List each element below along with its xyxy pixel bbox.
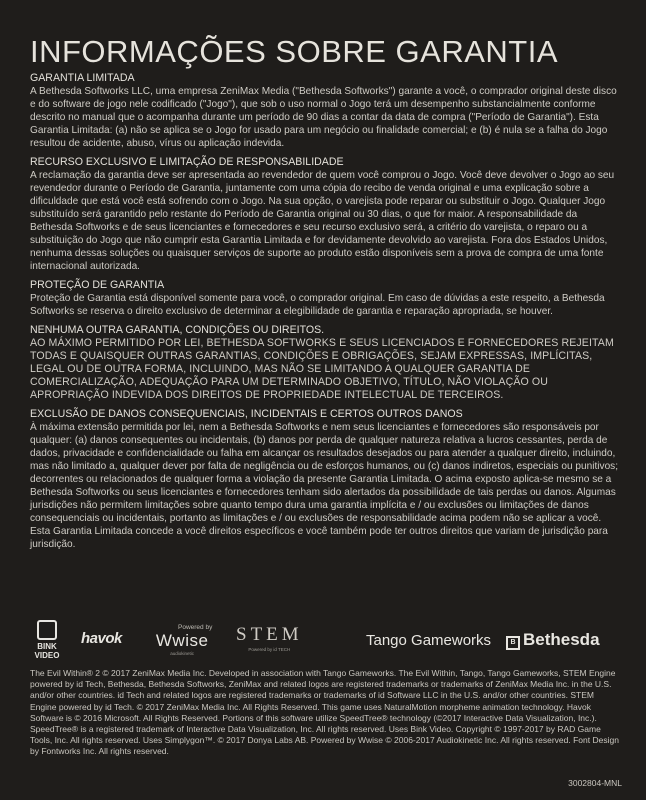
wwise-logo	[152, 624, 212, 656]
section-heading: NENHUMA OUTRA GARANTIA, CONDIÇÕES OU DIREITOS.	[30, 324, 325, 336]
legal-text: The Evil Within® 2 © 2017 ZeniMax Media Inc. Developed in association with Tango Gameworks. The Evil Within, Tango, Tango Gameworks, STEM Engine powered by id Tech, Bethesda, Bethesda Softworks, ZeniMax and related logos are registered trademarks or trademarks of ZeniMax Media Inc. in the U.S. and/or other countries. id Tech and related logos are registered trademarks or trademarks of id Software LLC in the U.S. and/or other countries. STEM Engine powered by id Tech. © 2017 ZeniMax Media Inc. All Rights Reserved. This game uses NaturalMotion morpheme animation technology. Havok Software is © 2016 Microsoft. All Rights Reserved. Portions of this software utilize SpeedTree® technology (©2017 Interactive Data Visualization, Inc.). SpeedTree® is a registered trademark of Interactive Data Visualization, Inc. All rights reserved. Uses Bink Video. Copyright © 1997-2017 by RAD Game Tools, Inc. All rights reserved. Uses Simplygon™. © 2017 Donya Labs AB. Powered by Wwise © 2006-2017 Audiokinetic Inc. All rights reserved. Font Design by Fontworks Inc. All rights reserved.	[30, 668, 619, 757]
bethesda-icon: B	[506, 636, 520, 650]
partner-logos	[28, 616, 622, 660]
section-no-other-warranty	[30, 324, 622, 402]
bink-icon	[37, 620, 57, 640]
section-heading: RECURSO EXCLUSIVO E LIMITAÇÃO DE RESPONSABILIDADE	[30, 156, 344, 168]
section-limited-warranty	[30, 72, 622, 150]
bethesda-label: Bethesda	[523, 630, 600, 649]
tango-gameworks-logo: Tango Gameworks	[366, 632, 492, 649]
section-heading: EXCLUSÃO DE DANOS CONSEQUENCIAIS, INCIDENTAIS E CERTOS OUTROS DANOS	[30, 408, 463, 420]
section-body: A reclamação da garantia deve ser apresentada ao revendedor de quem você comprou o Jogo. Você deve devolver o Jogo ao seu revendedor durante o Período de Garantia, juntamente com uma cópia do recibo de venda original e uma explicação sobre a dificuldade que está você está sofrendo com o Jogo. Na sua opção, o varejista pode reparar ou substituir o Jogo. Qualquer Jogo substituído será garantido pelo restante do Período de Garantia original ou 30 dias, o que for maior. A responsabilidade da Bethesda Softworks e de seus licenciantes e fornecedores e seu recurso exclusivo será, a critério do varejista, o reparo ou a substituição do Jogo que não cumprir esta Garantia Limitada e for devidamente devolvido ao varejista. Fora dos Estados Unidos, nenhuma dessas soluções ou quaisquer serviços de suporte ao produto estão disponíveis sem a prova de compra de uma fonte internacional autorizada.	[30, 170, 615, 272]
wwise-powered-label: Powered by	[178, 624, 213, 631]
wwise-label: Wwise	[155, 631, 209, 650]
section-heading: PROTEÇÃO DE GARANTIA	[30, 279, 165, 291]
stem-label: STEM	[236, 624, 303, 645]
section-body: AO MÁXIMO PERMITIDO POR LEI, BETHESDA SOFTWORKS E SEUS LICENCIADOS E FORNECEDORES REJEITAM TODAS E QUAISQUER OUTRAS GARANTIAS, CONDIÇÕES E OBRIGAÇÕES, SEJAM EXPRESSAS, IMPLÍCITAS, LEGAL OU DE OUTRA FORMA, INCLUINDO, MAS NÃO SE LIMITANDO A QUALQUER GARANTIA DE COMERCIALIZAÇÃO, ADEQUAÇÃO PARA UM DETERMINADO OBJETIVO, TÍTULO, NÃO VIOLAÇÃO OU APROPRIAÇÃO INDEVIDA DOS DIREITOS DE PROPRIEDADE INTELECTUAL DE TERCEIROS.	[30, 337, 614, 401]
section-body: A Bethesda Softworks LLC, uma empresa ZeniMax Media ("Bethesda Softworks") garante a você, o comprador original deste disco e do software de jogo nele codificado ("Jogo"), que sob o uso normal o Jogo terá um desempenho substancialmente conforme descrito no manual que o acompanha durante um período de 90 dias a contar da data de compra ("Período de Garantia"). Esta Garantia Limitada: (a) não se aplica se o Jogo for usado para um negócio ou finalidade comercial; e (b) é nula se a falha do Jogo resultou de acidente, abuso, vírus ou aplicação indevida.	[30, 86, 617, 149]
page-title: INFORMAÇÕES SOBRE GARANTIA	[30, 34, 559, 69]
product-code: 3002804-MNL	[568, 778, 622, 788]
havok-logo: havok	[81, 630, 122, 647]
warranty-content	[30, 72, 622, 557]
section-damages-exclusion	[30, 408, 622, 551]
bink-video-logo	[28, 620, 66, 660]
bink-label: BINK VIDEO	[34, 642, 60, 660]
section-heading: GARANTIA LIMITADA	[30, 72, 135, 84]
stem-logo	[236, 624, 303, 652]
section-exclusive-remedy	[30, 156, 622, 273]
stem-sub-label: Powered by id TECH	[248, 647, 291, 652]
section-body: À máxima extensão permitida por lei, nem a Bethesda Softworks e nem seus licenciantes e fornecedores são responsáveis por qualquer: (a) danos consequentes ou incidentais, (b) danos por perda de qualquer natureza relativa a lucros cessantes, perda de dados, privacidade e confidencialidade ou falha em alcançar os resultados desejados ou para atender a qualquer direito, incluindo, mas não limitado a, qualquer dever por falta de negligência ou de esforços humanos, ou (c) danos indiretos, especiais ou punitivos; decorrentes ou relacionados de qualquer forma a violação da presente Garantia Limitada. O acima exposto aplica-se mesmo se a Bethesda Softworks ou seus licenciantes e fornecedores tenham sido alertados da possibilidade de tais perdas ou danos. Algumas jurisdições não permitem limitações sobre quanto tempo dura uma garantia implícita e / ou exclusões ou limitações de danos consequenciais ou incidentais, portanto as limitações e / ou exclusões de responsabilidade acima podem não se aplicar a você. Esta Garantia Limitada concede a você direitos específicos e você também pode ter outros direitos que variam de jurisdição para jurisdição.	[30, 422, 619, 550]
section-body: Proteção de Garantia está disponível somente para você, o comprador original. Em caso de dúvidas a este respeito, a Bethesda Softworks se reserva o direito exclusivo de determinar a elegibilidade de garantia e reparação apropriada, se houver.	[30, 293, 605, 317]
wwise-sub-label: audiokinetic	[170, 651, 195, 656]
bethesda-logo	[506, 630, 600, 650]
section-warranty-protection	[30, 279, 622, 318]
